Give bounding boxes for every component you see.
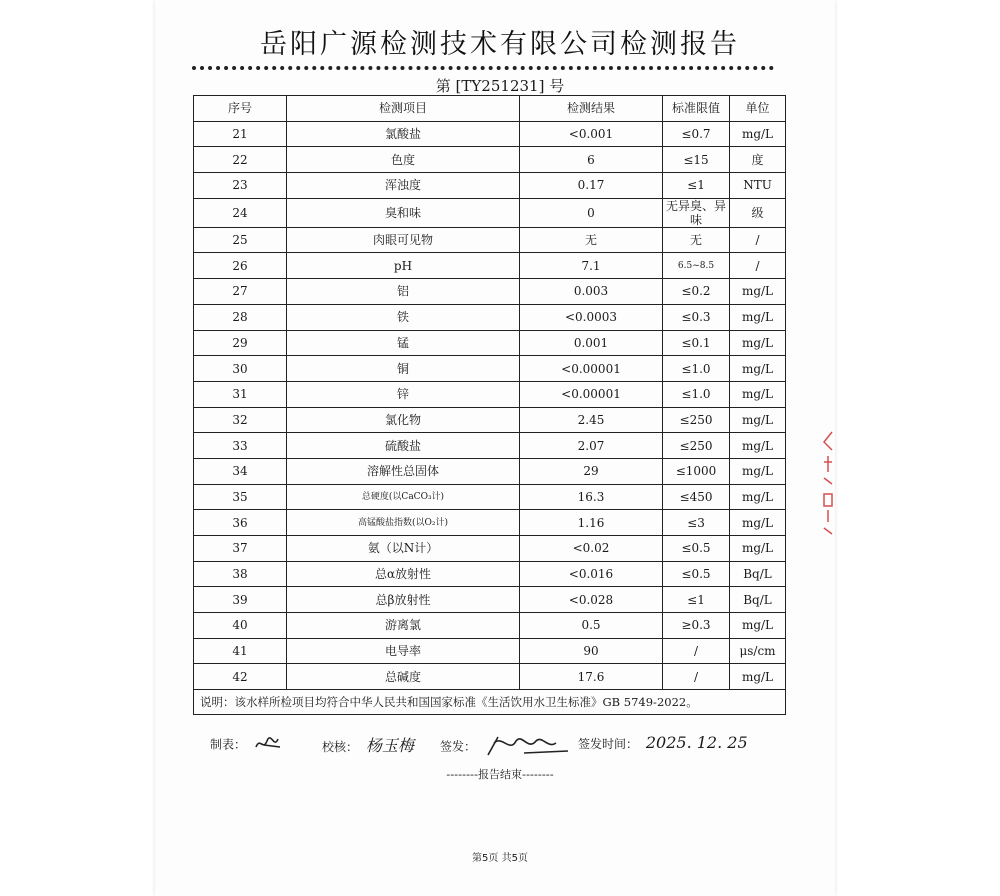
report-title: 岳阳广源检测技术有限公司检测报告	[260, 29, 740, 60]
column-header: 检测结果	[520, 96, 663, 122]
unit: mg/L	[730, 356, 786, 382]
standard-limit: ≤0.7	[663, 121, 730, 147]
unit: μs/cm	[730, 638, 786, 664]
row-number: 35	[194, 484, 287, 510]
standard-limit: ≤250	[663, 433, 730, 459]
standard-limit: ≤15	[663, 147, 730, 173]
title-divider	[192, 66, 774, 74]
test-item: 游离氯	[287, 613, 520, 639]
table-row	[194, 304, 786, 330]
standard-limit: ≤0.2	[663, 279, 730, 305]
unit: mg/L	[730, 381, 786, 407]
standard-limit: ≤0.3	[663, 304, 730, 330]
test-item: 铜	[287, 356, 520, 382]
table-row	[194, 536, 786, 562]
issue-date	[578, 733, 748, 752]
standard-limit: ≤0.1	[663, 330, 730, 356]
test-result: 90	[520, 638, 663, 664]
test-item: 浑浊度	[287, 173, 520, 199]
table-row	[194, 356, 786, 382]
test-item: 氯化物	[287, 407, 520, 433]
test-item: 铝	[287, 279, 520, 305]
table-row	[194, 381, 786, 407]
row-number: 29	[194, 330, 287, 356]
row-number: 37	[194, 536, 287, 562]
note-row	[194, 690, 786, 715]
prepared-by	[210, 733, 284, 755]
table-row	[194, 173, 786, 199]
row-number: 40	[194, 613, 287, 639]
standard-limit: ≤450	[663, 484, 730, 510]
column-header: 标准限值	[663, 96, 730, 122]
standard-limit: ≤3	[663, 510, 730, 536]
standard-limit: ≥0.3	[663, 613, 730, 639]
test-result: 0.001	[520, 330, 663, 356]
test-item: pH	[287, 253, 520, 279]
standard-limit: ≤250	[663, 407, 730, 433]
table-row	[194, 638, 786, 664]
standard-limit: /	[663, 664, 730, 690]
row-number: 31	[194, 381, 287, 407]
signed-by	[440, 733, 574, 759]
unit: mg/L	[730, 407, 786, 433]
row-number: 33	[194, 433, 287, 459]
unit: mg/L	[730, 536, 786, 562]
test-result: 0.5	[520, 613, 663, 639]
unit: NTU	[730, 173, 786, 199]
row-number: 38	[194, 561, 287, 587]
row-number: 41	[194, 638, 287, 664]
row-number: 27	[194, 279, 287, 305]
unit: mg/L	[730, 279, 786, 305]
unit: 度	[730, 147, 786, 173]
table-row	[194, 433, 786, 459]
report-number: 第 [TY251231] 号	[435, 77, 565, 95]
date-label: 签发时间：	[578, 737, 639, 751]
test-result: <0.001	[520, 121, 663, 147]
signed-label: 签发：	[440, 739, 477, 754]
prepared-signature	[254, 734, 284, 753]
standard-limit: ≤1000	[663, 458, 730, 484]
table-header-row	[194, 96, 786, 122]
standard-limit: ≤1.0	[663, 381, 730, 407]
date-value: 2025. 12. 25	[645, 733, 748, 752]
row-number: 25	[194, 227, 287, 253]
table-row	[194, 458, 786, 484]
table-row	[194, 121, 786, 147]
unit: /	[730, 227, 786, 253]
row-number: 36	[194, 510, 287, 536]
unit: 级	[730, 198, 786, 227]
test-result: 17.6	[520, 664, 663, 690]
table-row	[194, 407, 786, 433]
test-result: 0.17	[520, 173, 663, 199]
test-item: 锌	[287, 381, 520, 407]
table-row	[194, 664, 786, 690]
test-item: 锰	[287, 330, 520, 356]
row-number: 30	[194, 356, 287, 382]
test-result: 2.45	[520, 407, 663, 433]
column-header: 序号	[194, 96, 287, 122]
test-item: 高锰酸盐指数(以O₂计)	[287, 510, 520, 536]
page-number: 第5页 共5页	[472, 853, 528, 864]
row-number: 24	[194, 198, 287, 227]
test-result: <0.016	[520, 561, 663, 587]
test-result: 无	[520, 227, 663, 253]
standard-limit: ≤0.5	[663, 561, 730, 587]
unit: mg/L	[730, 613, 786, 639]
handwritten-signature-icon	[484, 733, 574, 759]
test-item: 总硬度(以CaCO₃计)	[287, 484, 520, 510]
row-number: 26	[194, 253, 287, 279]
handwritten-signature-icon	[254, 733, 284, 755]
unit: mg/L	[730, 121, 786, 147]
report-end-marker: --------报告结束--------	[446, 768, 554, 781]
table-row	[194, 484, 786, 510]
table-row	[194, 198, 786, 227]
row-number: 39	[194, 587, 287, 613]
test-item: 总α放射性	[287, 561, 520, 587]
test-result: <0.02	[520, 536, 663, 562]
test-item: 肉眼可见物	[287, 227, 520, 253]
compliance-note: 说明：该水样所检项目均符合中华人民共和国国家标准《生活饮用水卫生标准》GB 5749-2022。	[194, 690, 786, 715]
unit: Bq/L	[730, 561, 786, 587]
test-item: 色度	[287, 147, 520, 173]
test-result: 0.003	[520, 279, 663, 305]
column-header: 检测项目	[287, 96, 520, 122]
test-result: 7.1	[520, 253, 663, 279]
test-result: 1.16	[520, 510, 663, 536]
row-number: 32	[194, 407, 287, 433]
test-result: 6	[520, 147, 663, 173]
test-item: 溶解性总固体	[287, 458, 520, 484]
test-result: 16.3	[520, 484, 663, 510]
unit: Bq/L	[730, 587, 786, 613]
checked-label: 校核：	[322, 740, 359, 754]
test-result: 2.07	[520, 433, 663, 459]
standard-limit: ≤0.5	[663, 536, 730, 562]
test-item: 氨（以N计）	[287, 536, 520, 562]
row-number: 34	[194, 458, 287, 484]
standard-limit: ≤1	[663, 173, 730, 199]
row-number: 28	[194, 304, 287, 330]
test-item: 电导率	[287, 638, 520, 664]
row-number: 22	[194, 147, 287, 173]
table-row	[194, 279, 786, 305]
table-row	[194, 561, 786, 587]
stamp-icon	[820, 428, 836, 538]
signed-signature	[484, 736, 574, 755]
table-row	[194, 613, 786, 639]
unit: mg/L	[730, 458, 786, 484]
test-result: 0	[520, 198, 663, 227]
row-number: 21	[194, 121, 287, 147]
unit: mg/L	[730, 433, 786, 459]
table-row	[194, 147, 786, 173]
row-number: 23	[194, 173, 287, 199]
unit: /	[730, 253, 786, 279]
test-result: 29	[520, 458, 663, 484]
table-row	[194, 253, 786, 279]
table-row	[194, 510, 786, 536]
test-item: 总碱度	[287, 664, 520, 690]
test-result: <0.0003	[520, 304, 663, 330]
standard-limit: ≤1.0	[663, 356, 730, 382]
table-body	[194, 121, 786, 689]
checked-signature: 杨玉梅	[365, 736, 414, 755]
standard-limit: 无	[663, 227, 730, 253]
prepared-label: 制表：	[210, 737, 247, 752]
column-header: 单位	[730, 96, 786, 122]
unit: mg/L	[730, 304, 786, 330]
unit: mg/L	[730, 510, 786, 536]
standard-limit: 无异臭、异味	[663, 198, 730, 227]
test-item: 硫酸盐	[287, 433, 520, 459]
unit: mg/L	[730, 330, 786, 356]
test-results-table	[193, 95, 786, 715]
test-item: 铁	[287, 304, 520, 330]
unit: mg/L	[730, 664, 786, 690]
row-number: 42	[194, 664, 287, 690]
table-row	[194, 227, 786, 253]
unit: mg/L	[730, 484, 786, 510]
test-item: 氯酸盐	[287, 121, 520, 147]
standard-limit: ≤1	[663, 587, 730, 613]
test-item: 总β放射性	[287, 587, 520, 613]
standard-limit: /	[663, 638, 730, 664]
table-row	[194, 330, 786, 356]
test-item: 臭和味	[287, 198, 520, 227]
test-result: <0.00001	[520, 356, 663, 382]
standard-limit: 6.5~8.5	[663, 253, 730, 279]
checked-by	[322, 733, 414, 756]
test-result: <0.028	[520, 587, 663, 613]
test-result: <0.00001	[520, 381, 663, 407]
table-row	[194, 587, 786, 613]
